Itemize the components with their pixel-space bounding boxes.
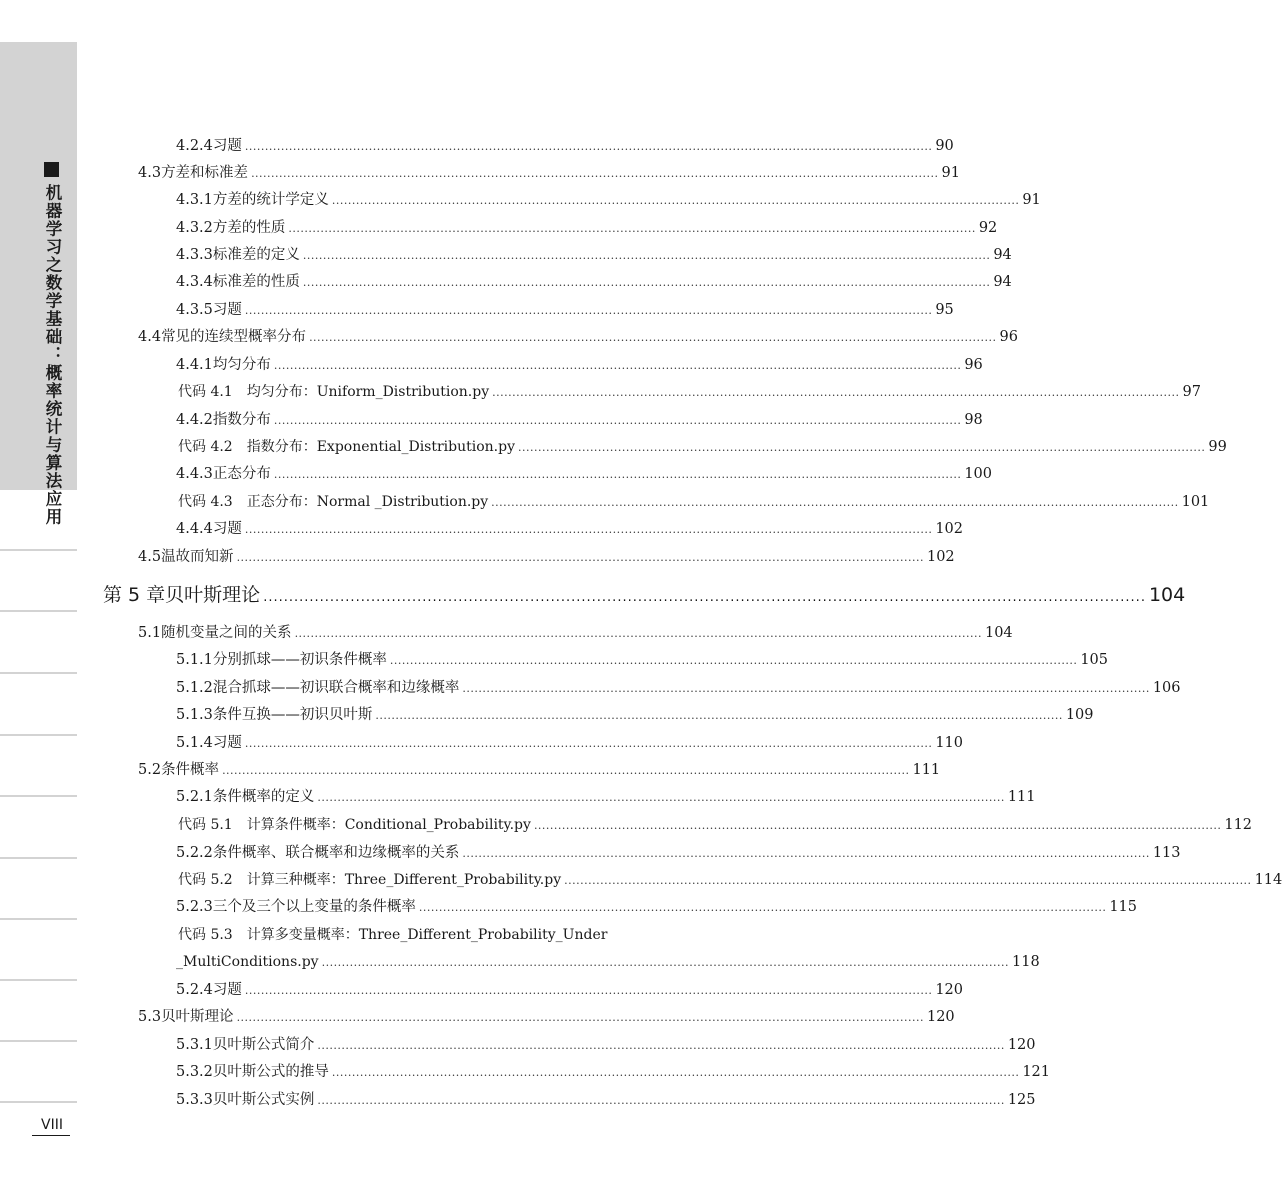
dot-leader: ............................................................................................................................................................................ (244, 984, 933, 997)
toc-entry-code[interactable]: 代码 5.3 计算多变量概率：Three_Different_Probability_Under (178, 927, 608, 943)
dot-leader: ............................................................................................................................................................................ (518, 441, 1206, 454)
toc-entry-subsection[interactable]: 5.1.1 分别抓球——初识条件概率 ............................................................................................................................................................................ 105 (176, 647, 713, 674)
toc-entry-subsection[interactable]: 4.2.4 习题 ............................................................................................................................................................................ 90 (176, 133, 713, 160)
thumb-divider (0, 857, 77, 859)
toc-entry-subsection[interactable]: 5.1.3 条件互换——初识贝叶斯 ............................................................................................................................................................................ 109 (176, 702, 713, 729)
toc-entry-section[interactable]: 4.3 方差和标准差 ............................................................................................................................................................................ 91 (138, 160, 713, 187)
page-number-rule (32, 1135, 70, 1136)
side-tab (0, 42, 77, 526)
dot-leader: ............................................................................................................................................................................ (492, 386, 1180, 399)
toc-entry-subsection[interactable]: 4.4.3 正态分布 ............................................................................................................................................................................ 100 (176, 461, 713, 488)
toc-entry-section[interactable]: 4.4 常见的连续型概率分布 ............................................................................................................................................................................ 96 (138, 324, 713, 351)
toc-entry-subsection[interactable]: 4.4.4 习题 ............................................................................................................................................................................ 102 (176, 516, 713, 543)
toc-entry-subsection[interactable]: 5.1.4 习题 ............................................................................................................................................................................ 110 (176, 730, 713, 757)
toc-entry-subsection[interactable]: 4.4.2 指数分布 ............................................................................................................................................................................ 98 (176, 407, 713, 434)
dot-leader: ............................................................................................................................................................................ (263, 590, 1146, 605)
toc-entry-subsection[interactable]: 5.2.1 条件概率的定义 ............................................................................................................................................................................ 111 (176, 784, 713, 811)
toc-entry-subsection[interactable]: 4.4.1 均匀分布 ............................................................................................................................................................................ 96 (176, 352, 713, 379)
dot-leader: ............................................................................................................................................................................ (273, 468, 962, 481)
dot-leader: ............................................................................................................................................................................ (331, 1066, 1020, 1079)
thumb-divider (0, 610, 77, 612)
thumb-divider (0, 795, 77, 797)
dot-leader: ............................................................................................................................................................................ (244, 304, 933, 317)
dot-leader: ............................................................................................................................................................................ (533, 819, 1222, 832)
dot-leader: ............................................................................................................................................................................ (294, 627, 982, 640)
toc-entry-subsection[interactable]: 5.2.2 条件概率、联合概率和边缘概率的关系 ............................................................................................................................................................................ 113 (176, 840, 713, 867)
dot-leader: ............................................................................................................................................................................ (288, 222, 976, 235)
toc-entry-code[interactable]: 代码 4.3 正态分布：Normal _Distribution.py ............................................................................................................................................................................ 101 (178, 489, 713, 516)
toc-entry-subsection[interactable]: 4.3.2 方差的性质 ............................................................................................................................................................................ 92 (176, 215, 713, 242)
dot-leader: ............................................................................................................................................................................ (462, 682, 1150, 695)
toc-entry-subsection[interactable]: 4.3.4 标准差的性质 ............................................................................................................................................................................ 94 (176, 269, 713, 296)
dot-leader: ............................................................................................................................................................................ (491, 496, 1179, 509)
dot-leader: ............................................................................................................................................................................ (418, 901, 1107, 914)
toc-entry-subsection[interactable]: 5.1.2 混合抓球——初识联合概率和边缘概率 ............................................................................................................................................................................ 106 (176, 675, 713, 702)
toc-entry-section[interactable]: 5.2 条件概率 ............................................................................................................................................................................ 111 (138, 757, 713, 784)
toc-entry-subsection[interactable]: 5.2.3 三个及三个以上变量的条件概率 ............................................................................................................................................................................ 115 (176, 894, 713, 921)
dot-leader: ............................................................................................................................................................................ (236, 551, 924, 564)
dot-leader: ............................................................................................................................................................................ (317, 1039, 1005, 1052)
toc-entry-section[interactable]: 4.5 温故而知新 ............................................................................................................................................................................ 102 (138, 544, 713, 571)
toc-entry-chapter[interactable]: 第 5 章 贝叶斯理论 ............................................................................................................................................................................ 104 (103, 575, 713, 615)
dot-leader: ............................................................................................................................................................................ (331, 194, 1020, 207)
toc-entry-code[interactable]: 代码 4.2 指数分布：Exponential_Distribution.py ............................................................................................................................................................................ 99 (178, 434, 713, 461)
toc-entry-section[interactable]: 5.3 贝叶斯理论 ............................................................................................................................................................................ 120 (138, 1004, 713, 1031)
dot-leader: ............................................................................................................................................................................ (462, 847, 1150, 860)
thumb-divider (0, 918, 77, 920)
thumb-divider (0, 734, 77, 736)
thumb-divider (0, 1040, 77, 1042)
thumb-divider (0, 549, 77, 551)
toc-entry-subsection[interactable]: 4.3.1 方差的统计学定义 ............................................................................................................................................................................ 91 (176, 187, 713, 214)
dot-leader: ............................................................................................................................................................................ (375, 709, 1063, 722)
book-title-vertical: 机器学习之数学基础：概率统计与算法应用 (43, 184, 62, 526)
dot-leader: ............................................................................................................................................................................ (273, 414, 962, 427)
thumb-divider (0, 979, 77, 981)
toc-entry-code[interactable]: 代码 5.2 计算三种概率：Three_Different_Probability.py ............................................................................................................................................................................ 114 (178, 867, 713, 894)
dot-leader: ............................................................................................................................................................................ (244, 523, 933, 536)
dot-leader: ............................................................................................................................................................................ (302, 276, 991, 289)
dot-leader: ............................................................................................................................................................................ (317, 791, 1005, 804)
toc-entry-section[interactable]: 5.1 随机变量之间的关系 ............................................................................................................................................................................ 104 (138, 620, 713, 647)
toc-entry-subsection[interactable]: 5.3.3 贝叶斯公式实例 ............................................................................................................................................................................ 125 (176, 1087, 713, 1114)
dot-leader: ............................................................................................................................................................................ (244, 140, 933, 153)
dot-leader: ............................................................................................................................................................................ (273, 359, 962, 372)
dot-leader: ............................................................................................................................................................................ (236, 1011, 924, 1024)
thumb-divider (0, 672, 77, 674)
dot-leader: ............................................................................................................................................................................ (389, 654, 1078, 667)
page-number: VIII (41, 1117, 63, 1133)
toc-entry-subsection[interactable]: 4.3.3 标准差的定义 ............................................................................................................................................................................ 94 (176, 242, 713, 269)
square-marker-icon (44, 162, 59, 177)
toc-entry-code-continued[interactable]: _MultiConditions.py ............................................................................................................................................................................ 118 (176, 949, 713, 976)
dot-leader: ............................................................................................................................................................................ (309, 331, 997, 344)
dot-leader: ............................................................................................................................................................................ (302, 249, 991, 262)
toc-entry-code[interactable]: 代码 4.1 均匀分布：Uniform_Distribution.py ............................................................................................................................................................................ 97 (178, 379, 713, 406)
dot-leader: ............................................................................................................................................................................ (244, 737, 933, 750)
dot-leader: ............................................................................................................................................................................ (251, 167, 939, 180)
thumb-divider (0, 1101, 77, 1103)
dot-leader: ............................................................................................................................................................................ (321, 956, 1010, 969)
toc-entry-subsection[interactable]: 5.2.4 习题 ............................................................................................................................................................................ 120 (176, 977, 713, 1004)
dot-leader: ............................................................................................................................................................................ (564, 874, 1252, 887)
dot-leader: ............................................................................................................................................................................ (317, 1094, 1005, 1107)
toc-entry-subsection[interactable]: 5.3.2 贝叶斯公式的推导 ............................................................................................................................................................................ 121 (176, 1059, 713, 1086)
toc-entry-subsection[interactable]: 5.3.1 贝叶斯公式简介 ............................................................................................................................................................................ 120 (176, 1032, 713, 1059)
toc-entry-subsection[interactable]: 4.3.5 习题 ............................................................................................................................................................................ 95 (176, 297, 713, 324)
toc-entry-code[interactable]: 代码 5.1 计算条件概率：Conditional_Probability.py ............................................................................................................................................................................ 112 (178, 812, 713, 839)
dot-leader: ............................................................................................................................................................................ (222, 764, 910, 777)
